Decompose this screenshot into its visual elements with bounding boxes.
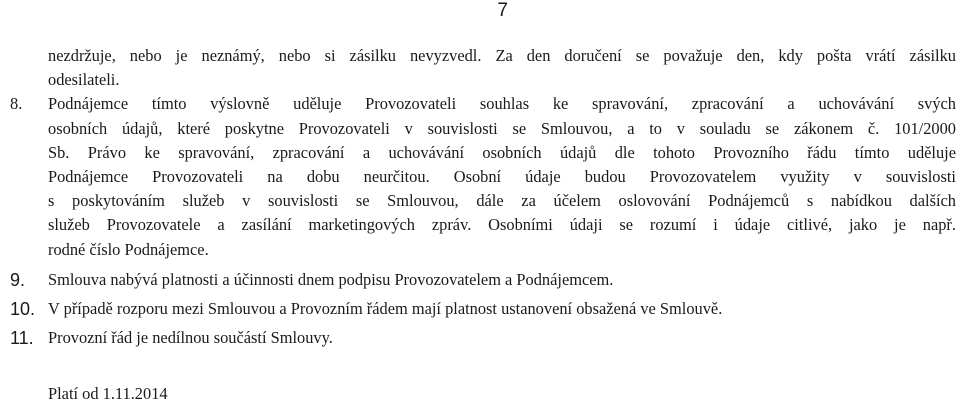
text-line: odesilateli. xyxy=(48,70,120,90)
text-line: Podnájemce Provozovateli na dobu neurčitou. Osobní údaje budou Provozovatelem využity v souvislosti xyxy=(48,167,956,187)
text-line: V případě rozporu mezi Smlouvou a Provozním řádem mají platnost ustanovení obsažená ve Smlouvě. xyxy=(48,299,723,319)
text-line: Podnájemce tímto výslovně uděluje Provozovateli souhlas ke spravování, zpracování a uchovávání svých xyxy=(48,94,956,114)
continuation-paragraph xyxy=(48,44,956,92)
valid-from-footer: Platí od 1.11.2014 xyxy=(48,384,168,403)
text-line: Provozní řád je nedílnou součástí Smlouvy. xyxy=(48,328,333,348)
list-item-11 xyxy=(10,326,956,350)
page-number: 7 xyxy=(497,0,508,21)
item-number: 9. xyxy=(10,269,26,290)
text-line: s poskytováním služeb v souvislosti se Smlouvou, dále za účelem oslovování Podnájemců s nabídkou dalších xyxy=(48,191,956,211)
text-line: nezdržuje, nebo je neznámý, nebo si zásilku nevyzvedl. Za den doručení se považuje den, kdy pošta vrátí zásilku xyxy=(48,46,956,65)
item-number: 11. xyxy=(10,328,34,349)
text-line: osobních údajů, které poskytne Provozovateli v souvislosti se Smlouvou, a to v souladu se zákonem č. 101/2000 xyxy=(48,118,956,138)
item-number: 8. xyxy=(10,94,23,114)
document-body xyxy=(10,44,956,350)
item-number: 10. xyxy=(10,299,36,320)
list-item-9 xyxy=(10,268,956,292)
text-line: rodné číslo Podnájemce. xyxy=(48,239,209,259)
list-item-8 xyxy=(10,92,956,261)
text-line: Smlouva nabývá platnosti a účinnosti dnem podpisu Provozovatelem a Podnájemcem. xyxy=(48,269,614,289)
text-line: služeb Provozovatele a zasílání marketingových zpráv. Osobními údaji se rozumí i údaje citlivé, jako je např. xyxy=(48,215,956,235)
list-item-10 xyxy=(10,297,956,321)
text-line: Sb. Právo ke spravování, zpracování a uchovávání osobních údajů dle tohoto Provozního řádu tímto uděluje xyxy=(48,142,956,162)
